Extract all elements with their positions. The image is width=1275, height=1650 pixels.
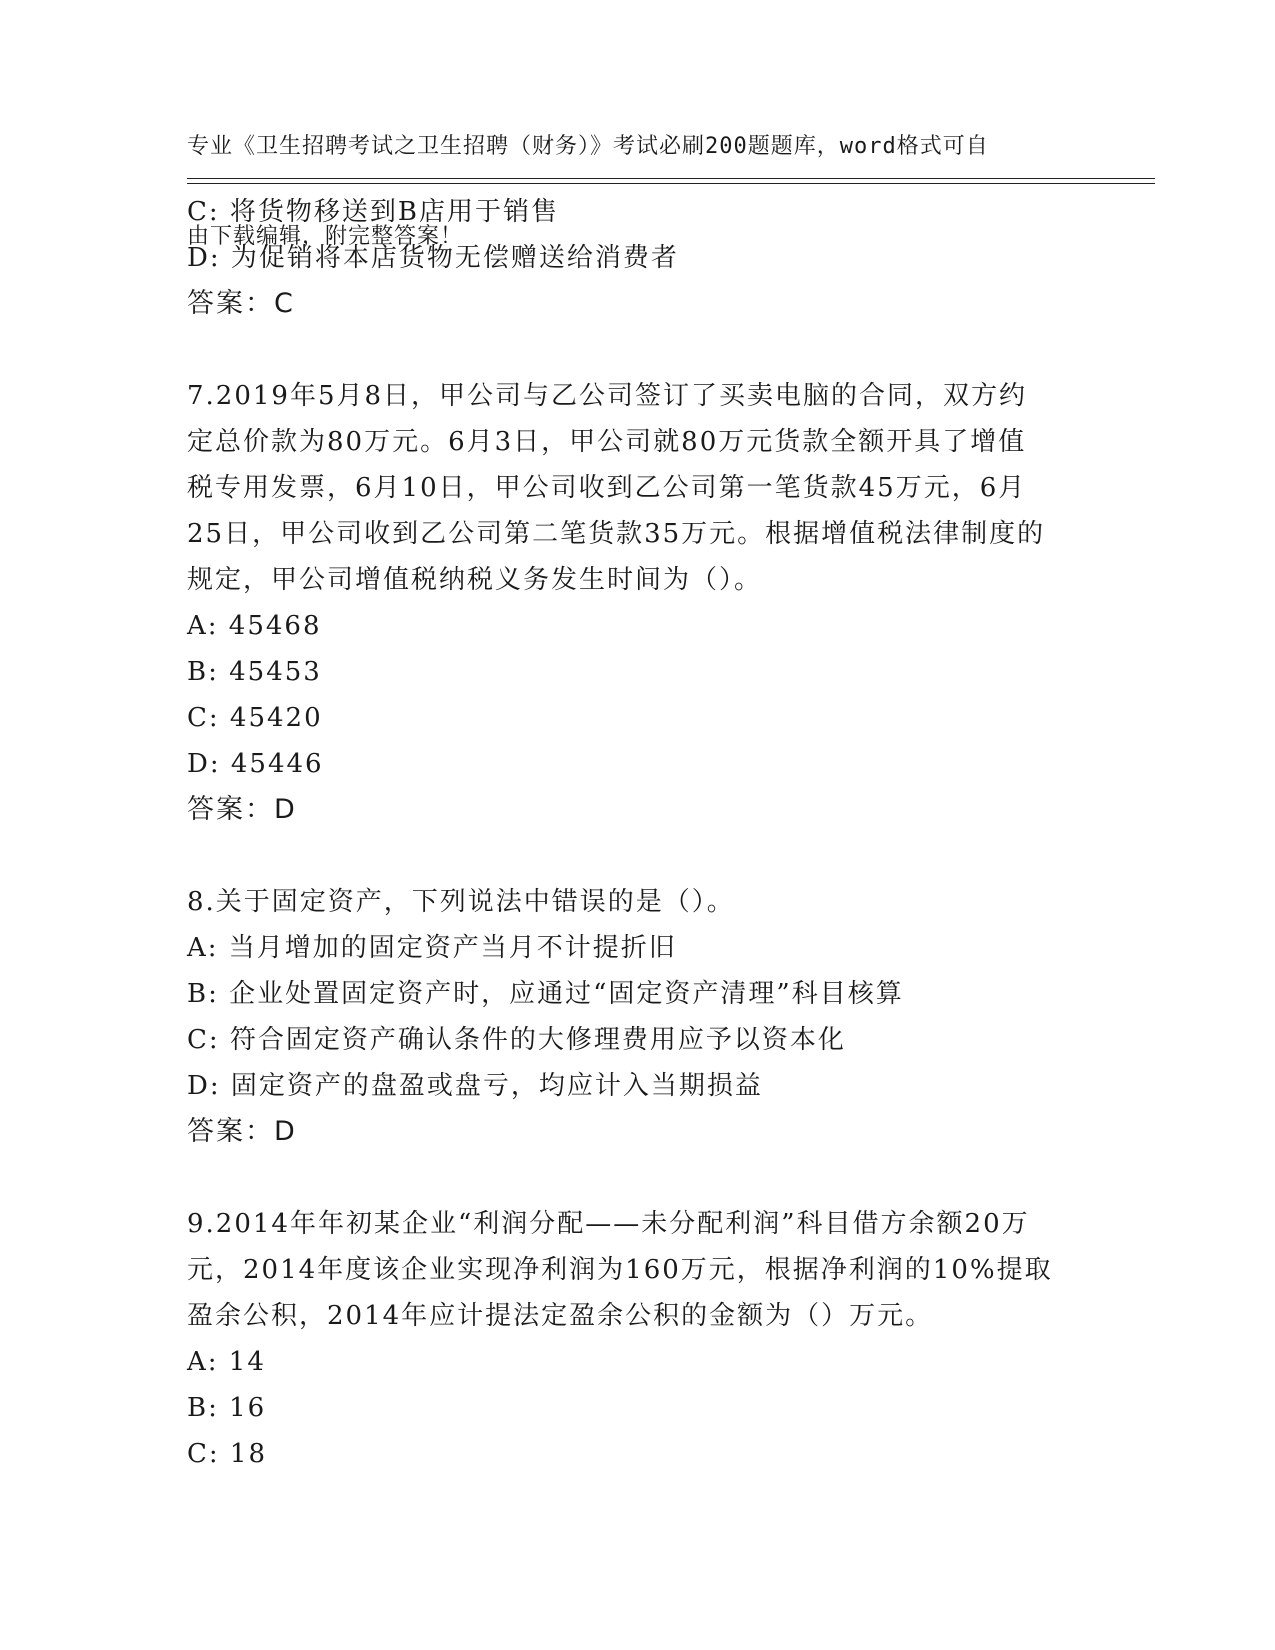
question-6-continued (187, 189, 1087, 327)
option-a: A: 14 (187, 1347, 266, 1377)
option-d: D: 为促销将本店货物无偿赠送给消费者 (187, 243, 679, 273)
question-content (187, 189, 1087, 1477)
question-8 (187, 879, 1087, 1155)
option-c: C: 符合固定资产确认条件的大修理费用应予以资本化 (187, 1025, 846, 1055)
stem-line: 盈余公积，2014年应计提法定盈余公积的金额为（）万元。 (187, 1301, 934, 1331)
header-divider-bottom (187, 183, 1155, 184)
stem-line: 9.2014年年初某企业“利润分配——未分配利润”科目借方余额20万 (187, 1209, 1030, 1239)
stem-line: 规定，甲公司增值税纳税义务发生时间为（）。 (187, 565, 763, 595)
option-c: C: 将货物移送到B店用于销售 (187, 197, 560, 227)
stem-line: 7.2019年5月8日，甲公司与乙公司签订了买卖电脑的合同，双方约 (187, 381, 1028, 411)
option-b: B: 45453 (187, 657, 322, 687)
option-d: D: 固定资产的盘盈或盘亏，均应计入当期损益 (187, 1071, 763, 1101)
option-b: B: 企业处置固定资产时，应通过“固定资产清理”科目核算 (187, 979, 904, 1009)
stem-line: 税专用发票，6月10日，甲公司收到乙公司第一笔货款45万元，6月 (187, 473, 1027, 503)
question-stem (187, 373, 1087, 603)
question-stem: 8.关于固定资产，下列说法中错误的是（）。 (187, 887, 735, 917)
stem-line: 定总价款为80万元。6月3日，甲公司就80万元货款全额开具了增值 (187, 427, 1027, 457)
header-title-line-1: 专业《卫生招聘考试之卫生招聘（财务）》考试必刷200题题库，word格式可自 (187, 134, 989, 159)
spacer (187, 1155, 1087, 1201)
question-9 (187, 1201, 1087, 1477)
question-7 (187, 373, 1087, 833)
option-c: C: 18 (187, 1439, 268, 1469)
option-b: B: 16 (187, 1393, 267, 1423)
answer: 答案：D (187, 794, 297, 825)
option-a: A: 当月增加的固定资产当月不计提折旧 (187, 933, 677, 963)
header-divider-top (187, 178, 1155, 179)
question-stem (187, 1201, 1087, 1339)
option-d: D: 45446 (187, 749, 324, 779)
header-title-line-2: 由下载编辑，附完整答案！ (187, 224, 464, 249)
option-c: C: 45420 (187, 703, 323, 733)
answer: 答案：C (187, 288, 295, 319)
option-a: A: 45468 (187, 611, 322, 641)
stem-line: 25日，甲公司收到乙公司第二笔货款35万元。根据增值税法律制度的 (187, 519, 1046, 549)
spacer (187, 327, 1087, 373)
stem-line: 元，2014年度该企业实现净利润为160万元，根据净利润的10%提取 (187, 1255, 1053, 1285)
spacer (187, 833, 1087, 879)
answer: 答案：D (187, 1116, 297, 1147)
